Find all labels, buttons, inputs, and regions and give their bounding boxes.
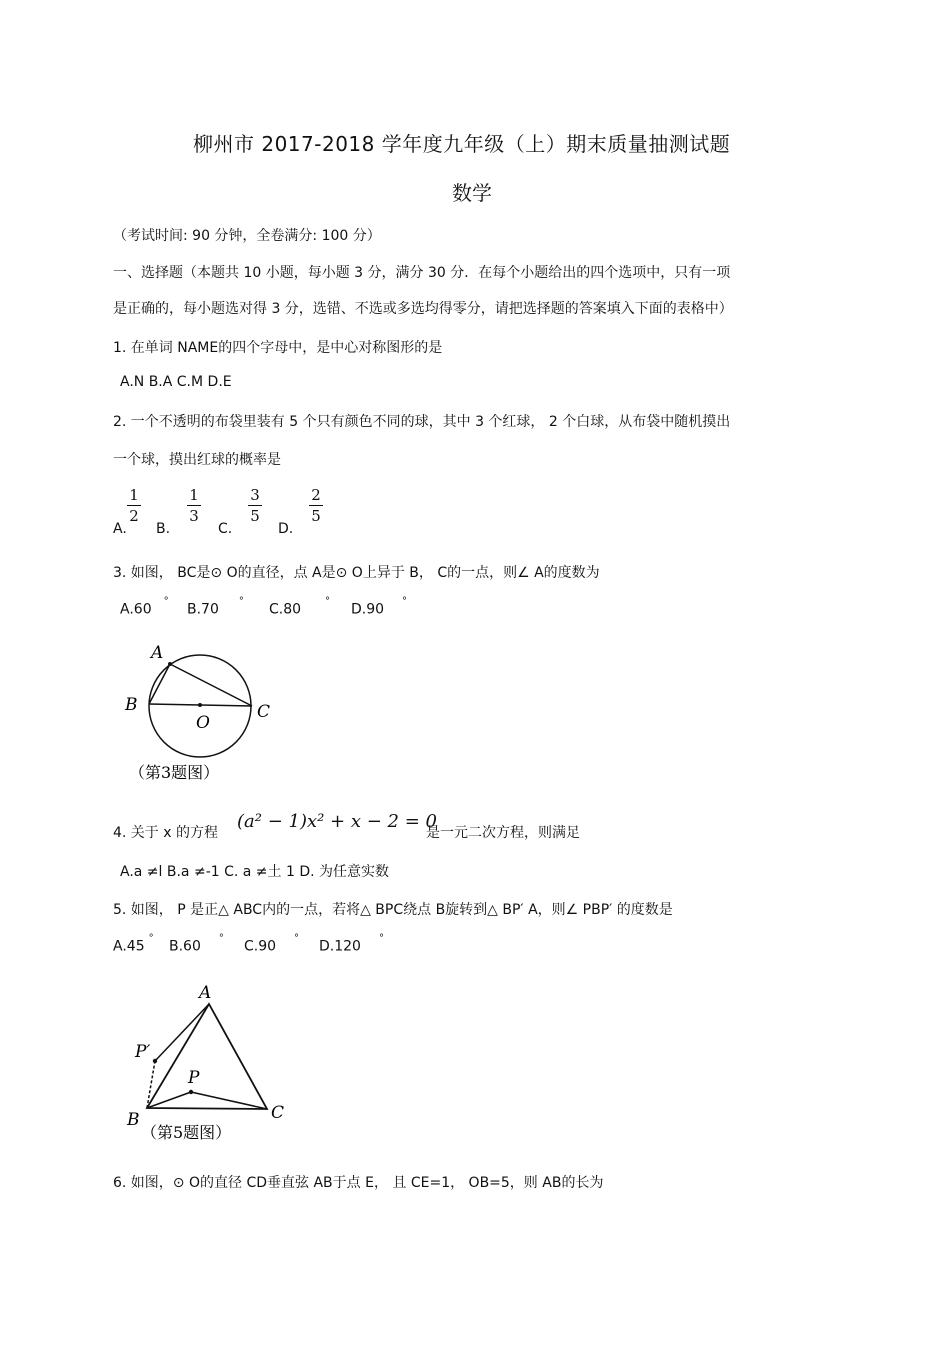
question-5-figure [115, 975, 300, 1150]
question-5-stem: 5. 如图， P 是正△ ABC内的一点，若将△ BPC绕点 B旋转到△ BP′ A，则∠ PBP′ 的度数是 [113, 902, 673, 918]
option-b [169, 933, 224, 955]
option-letter: C. [218, 521, 233, 537]
option-text: A.60 [120, 601, 152, 618]
fraction-denominator: 5 [250, 507, 260, 525]
label-o: O [196, 713, 210, 733]
fraction-option-d [309, 487, 323, 524]
point-a [168, 662, 172, 666]
point-p [189, 1090, 193, 1094]
option-text: C.90 [244, 938, 277, 955]
degree-symbol: ° [325, 596, 331, 607]
segment-bp [147, 1092, 191, 1108]
point-o [198, 703, 202, 707]
label-p-prime: P′ [135, 1042, 151, 1062]
degree-symbol: ° [294, 933, 300, 944]
label-a: A [151, 643, 164, 663]
question-3-stem: 3. 如图， BC是⊙ O的直径，点 A是⊙ O上异于 B， C的一点，则∠ A的度数为 [113, 565, 600, 581]
label-a: A [199, 983, 212, 1003]
fraction-numerator: 1 [129, 486, 139, 504]
degree-symbol: ° [238, 596, 244, 607]
chord-ac [170, 664, 252, 706]
option-c [269, 596, 331, 618]
question-2-stem-line-1: 2. 一个不透明的布袋里装有 5 个只有颜色不同的球，其中 3 个红球， 2 个白球，从布袋中随机摸出 [113, 414, 731, 430]
option-letter: B. [156, 521, 171, 537]
option-text: B.70 [187, 601, 219, 618]
exam-info: （考试时间: 90 分钟，全卷满分: 100 分） [113, 228, 381, 244]
fraction-bar [248, 505, 262, 506]
question-4-equation: (a² − 1)x² + x − 2 = 0 [237, 811, 437, 832]
label-b: B [127, 1110, 140, 1130]
degree-symbol: ° [378, 933, 384, 944]
option-a [120, 596, 169, 618]
segment-ap-prime [155, 1004, 209, 1061]
degree-symbol: ° [148, 933, 154, 944]
option-text: C.80 [269, 601, 302, 618]
question-1-stem: 1. 在单词 NAME的四个字母中，是中心对称图形的是 [113, 340, 443, 356]
figure-3-caption: （第3题图） [129, 763, 220, 782]
subject-title: 数学 [452, 181, 492, 205]
fraction-option-c [248, 487, 262, 524]
question-3-figure [115, 636, 290, 786]
option-a [113, 933, 154, 955]
question-2-stem-line-2: 一个球，摸出红球的概率是 [113, 452, 281, 468]
fraction-option-a [127, 487, 141, 524]
segment-cp [191, 1092, 267, 1109]
option-d [319, 933, 384, 955]
fraction-numerator: 1 [189, 486, 199, 504]
fraction-bar [127, 505, 141, 506]
section-intro-line-1: 一、选择题（本题共 10 小题，每小题 3 分，满分 30 分．在每个小题给出的四个选项中，只有一项 [113, 265, 731, 281]
fraction-option-b [187, 487, 201, 524]
option-b [187, 596, 244, 618]
option-d [351, 596, 408, 618]
fraction-denominator: 3 [189, 507, 199, 525]
fraction-numerator: 3 [250, 486, 260, 504]
fraction-bar [309, 505, 323, 506]
option-c [244, 933, 300, 955]
fraction-bar [187, 505, 201, 506]
question-6-stem: 6. 如图，⊙ O的直径 CD垂直弦 AB于点 E， 且 CE=1， OB=5，则 AB的长为 [113, 1175, 604, 1191]
exam-title: 柳州市 2017-2018 学年度九年级（上）期末质量抽测试题 [193, 132, 731, 156]
triangle-abc [147, 1004, 267, 1109]
option-letter: A. [113, 521, 127, 537]
question-4-options: A.a ≠l B.a ≠-1 C. a ≠土 1 D. 为任意实数 [120, 864, 390, 880]
fraction-denominator: 5 [311, 507, 321, 525]
chord-ab [149, 664, 170, 704]
option-text: B.60 [169, 938, 201, 955]
option-text: A.45 [113, 938, 145, 955]
option-text: D.90 [351, 601, 385, 618]
figure-5-caption: （第5题图） [141, 1123, 232, 1142]
label-c: C [257, 702, 271, 722]
degree-symbol: ° [402, 596, 408, 607]
point-p-prime [153, 1059, 157, 1063]
question-4-stem-prefix: 4. 关于 x 的方程 [113, 825, 218, 841]
section-intro-line-2: 是正确的，每小题选对得 3 分，选错、不选或多选均得零分，请把选择题的答案填入下面的表格中） [113, 301, 733, 317]
label-b: B [125, 695, 138, 715]
label-p: P [188, 1068, 200, 1088]
fraction-numerator: 2 [311, 486, 321, 504]
fraction-denominator: 2 [129, 507, 139, 525]
option-text: D.120 [319, 938, 361, 955]
question-1-options: A.N B.A C.M D.E [120, 374, 232, 390]
option-letter: D. [278, 521, 294, 537]
degree-symbol: ° [163, 596, 169, 607]
question-4-stem-suffix: 是一元二次方程，则满足 [426, 825, 580, 841]
degree-symbol: ° [218, 933, 224, 944]
label-c: C [271, 1103, 285, 1123]
